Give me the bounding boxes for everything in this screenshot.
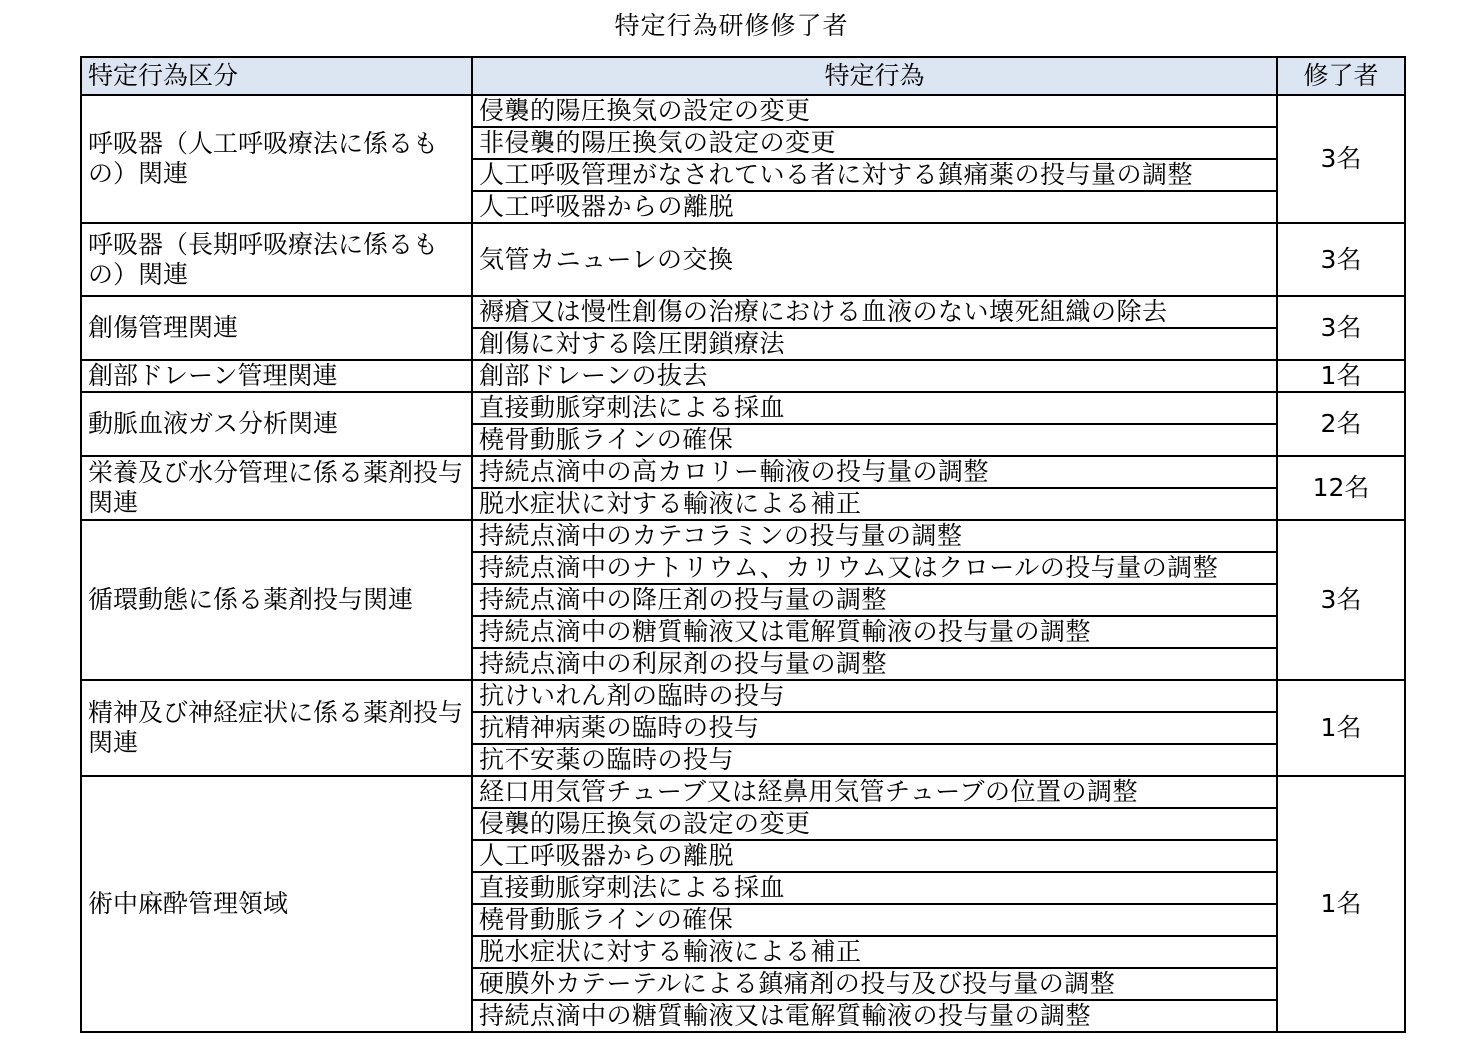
count-cell: 1名 <box>1277 680 1405 776</box>
action-cell: 硬膜外カテーテルによる鎮痛剤の投与及び投与量の調整 <box>472 968 1277 1000</box>
table-row <box>81 392 1405 424</box>
count-cell: 3名 <box>1277 296 1405 360</box>
count-cell: 1名 <box>1277 360 1405 392</box>
action-cell: 持続点滴中の糖質輸液又は電解質輸液の投与量の調整 <box>472 1000 1277 1032</box>
action-cell: 非侵襲的陽圧換気の設定の変更 <box>472 127 1277 159</box>
table-row <box>81 296 1405 328</box>
header-category: 特定行為区分 <box>81 57 472 95</box>
action-cell: 人工呼吸器からの離脱 <box>472 191 1277 223</box>
action-cell: 創傷に対する陰圧閉鎖療法 <box>472 328 1277 360</box>
table-row <box>81 776 1405 808</box>
action-cell: 抗精神病薬の臨時の投与 <box>472 712 1277 744</box>
category-cell: 呼吸器（長期呼吸療法に係るもの）関連 <box>81 223 472 296</box>
category-cell: 呼吸器（人工呼吸療法に係るもの）関連 <box>81 95 472 223</box>
action-cell: 持続点滴中の糖質輸液又は電解質輸液の投与量の調整 <box>472 616 1277 648</box>
table-row <box>81 680 1405 712</box>
action-cell: 直接動脈穿刺法による採血 <box>472 392 1277 424</box>
action-cell: 持続点滴中のナトリウム、カリウム又はクロールの投与量の調整 <box>472 552 1277 584</box>
action-cell: 人工呼吸管理がなされている者に対する鎮痛薬の投与量の調整 <box>472 159 1277 191</box>
action-cell: 持続点滴中の高カロリー輸液の投与量の調整 <box>472 456 1277 488</box>
action-cell: 脱水症状に対する輸液による補正 <box>472 488 1277 520</box>
action-cell: 褥瘡又は慢性創傷の治療における血液のない壊死組織の除去 <box>472 296 1277 328</box>
count-cell: 3名 <box>1277 520 1405 680</box>
action-cell: 気管カニューレの交換 <box>472 223 1277 296</box>
action-cell: 持続点滴中のカテコラミンの投与量の調整 <box>472 520 1277 552</box>
table-row <box>81 520 1405 552</box>
page-title: 特定行為研修修了者 <box>614 11 849 40</box>
table-row <box>81 456 1405 488</box>
action-cell: 抗不安薬の臨時の投与 <box>472 744 1277 776</box>
action-cell: 抗けいれん剤の臨時の投与 <box>472 680 1277 712</box>
count-cell: 1名 <box>1277 776 1405 1032</box>
action-cell: 経口用気管チューブ又は経鼻用気管チューブの位置の調整 <box>472 776 1277 808</box>
category-cell: 精神及び神経症状に係る薬剤投与関連 <box>81 680 472 776</box>
category-cell: 動脈血液ガス分析関連 <box>81 392 472 456</box>
action-cell: 持続点滴中の降圧剤の投与量の調整 <box>472 584 1277 616</box>
category-cell: 循環動態に係る薬剤投与関連 <box>81 520 472 680</box>
table-body <box>81 95 1405 1032</box>
action-cell: 侵襲的陽圧換気の設定の変更 <box>472 95 1277 127</box>
action-cell: 持続点滴中の利尿剤の投与量の調整 <box>472 648 1277 680</box>
table-row <box>81 95 1405 127</box>
count-cell: 2名 <box>1277 392 1405 456</box>
action-cell: 直接動脈穿刺法による採血 <box>472 872 1277 904</box>
category-cell: 創傷管理関連 <box>81 296 472 360</box>
action-cell: 脱水症状に対する輸液による補正 <box>472 936 1277 968</box>
action-cell: 人工呼吸器からの離脱 <box>472 840 1277 872</box>
category-cell: 創部ドレーン管理関連 <box>81 360 472 392</box>
count-cell: 3名 <box>1277 95 1405 223</box>
header-count: 修了者 <box>1277 57 1405 95</box>
category-cell: 術中麻酔管理領域 <box>81 776 472 1032</box>
completers-table <box>80 56 1406 1033</box>
category-cell: 栄養及び水分管理に係る薬剤投与関連 <box>81 456 472 520</box>
header-action: 特定行為 <box>472 57 1277 95</box>
action-cell: 創部ドレーンの抜去 <box>472 360 1277 392</box>
action-cell: 侵襲的陽圧換気の設定の変更 <box>472 808 1277 840</box>
count-cell: 3名 <box>1277 223 1405 296</box>
table-header-row <box>81 57 1405 95</box>
action-cell: 橈骨動脈ラインの確保 <box>472 424 1277 456</box>
action-cell: 橈骨動脈ラインの確保 <box>472 904 1277 936</box>
table-row <box>81 360 1405 392</box>
table-row <box>81 223 1405 296</box>
count-cell: 12名 <box>1277 456 1405 520</box>
